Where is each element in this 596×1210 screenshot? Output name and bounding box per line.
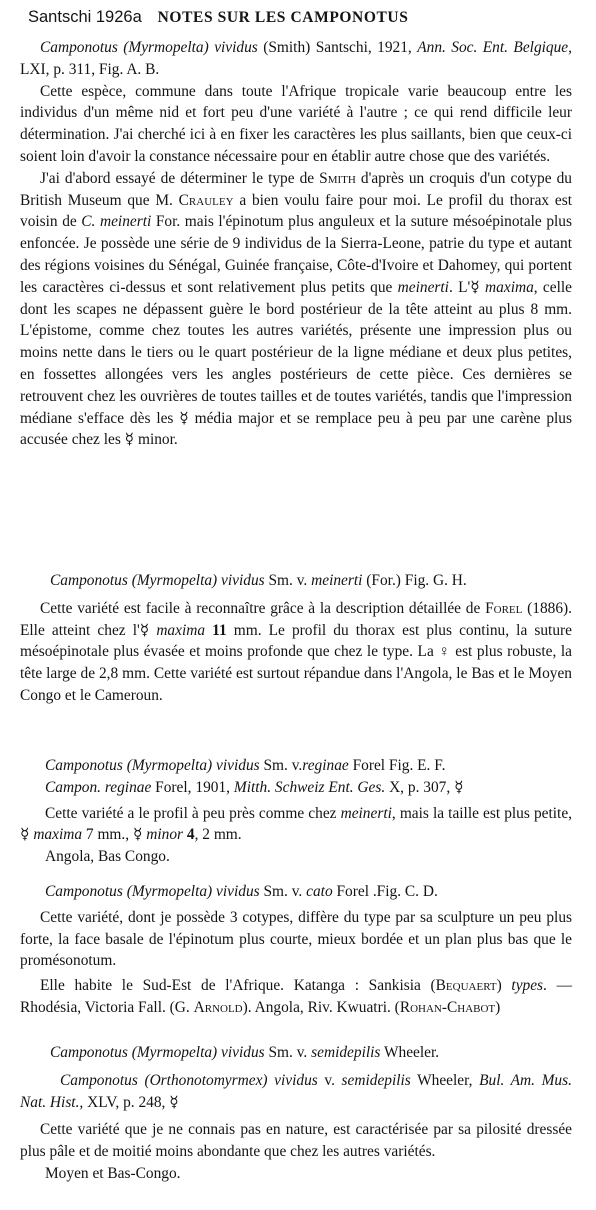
paragraph-reginae: Cette variété a le profil à peu près comme chez meinerti, mais la taille est plus petite, ☿ maxima 7 mm., ☿ minor 4, 2 mm. <box>20 804 572 844</box>
section-semidepilis <box>20 1042 572 1185</box>
collector-arnold: Arnold <box>193 998 243 1016</box>
authority: (Smith) Santschi, <box>263 39 372 56</box>
variety-name: reginae <box>302 757 349 774</box>
collector-rohan-chabot: Rohan-Chabot <box>399 998 496 1016</box>
paragraph-meinerti: Cette variété est facile à reconnaître grâce à la description détaillée de Forel (1886). Elle atteint chez l'☿ maxima 11 mm. Le profil du thorax est plus continu, la suture mésoépinotale plus évasée et moins profonde que chez le type. La ♀ est plus robuste, la tête large de 2,8 mm. Cette variété est surtout répandue dans l'Angola, le Bas et le Moyen Congo et le Cameroun. <box>20 599 573 704</box>
section-vividus <box>20 37 572 451</box>
author-forel: Forel <box>485 599 523 617</box>
author-crawley: Crauley <box>178 191 234 209</box>
synonym-reference: Camponotus (Orthonotomyrmex) vividus v. semidepilis Wheeler, Bul. Am. Mus. Nat. Hist., XLV, p. 248, ☿ <box>20 1071 572 1111</box>
paragraph-cato-distribution: Elle habite le Sud-Est de l'Afrique. Katanga : Sankisia (Bequaert) types. — Rhodésia, Victoria Fall. (G. Arnold). Angola, Riv. Kwuatri. (Rohan-Chabot) <box>20 977 572 1016</box>
citation-detail: LXI, p. 311, Fig. A. B. <box>20 60 160 78</box>
header-source: Santschi 1926a <box>28 8 142 26</box>
worker-symbol: ☿ <box>139 621 150 639</box>
variety-name: semidepilis <box>311 1044 381 1061</box>
subgenus-name: (Myrmopelta) <box>123 39 209 56</box>
variety-name: cato <box>306 883 333 900</box>
worker-symbol: ☿ <box>132 826 143 844</box>
female-symbol: ♀ <box>438 643 451 661</box>
worker-symbol: ☿ <box>470 278 480 296</box>
section-reginae <box>20 755 572 868</box>
worker-symbol: ☿ <box>454 778 464 796</box>
taxon-heading: Camponotus (Myrmopelta) vividus Sm. v. semidepilis Wheeler. <box>50 1044 440 1061</box>
variety-name: meinerti <box>311 572 363 589</box>
taxon-heading: Camponotus (Myrmopelta) vividus Sm. v. cato Forel .Fig. C. D. <box>45 883 438 900</box>
worker-symbol: ☿ <box>179 409 189 427</box>
species-name: vividus <box>214 39 258 56</box>
synonym-reference: Campon. reginae Forel, 1901, Mitth. Schweiz Ent. Ges. X, p. 307, ☿ <box>45 778 464 796</box>
section-meinerti <box>20 570 572 707</box>
worker-symbol: ☿ <box>169 1093 179 1111</box>
collector-bequaert: Bequaert <box>435 977 497 995</box>
taxon-heading: Camponotus (Myrmopelta) vividus Sm. v.reginae Forel Fig. E. F. <box>45 757 446 774</box>
year: 1921, <box>377 39 412 56</box>
section-cato <box>20 881 572 1019</box>
taxon-heading: Camponotus (Myrmopelta) vividus Sm. v. meinerti (For.) Fig. G. H. <box>50 572 467 589</box>
worker-symbol: ☿ <box>20 826 30 844</box>
header-title: NOTES SUR LES CAMPONOTUS <box>157 9 409 26</box>
paragraph-intro: Cette espèce, commune dans toute l'Afrique tropicale varie beaucoup entre les individus d'un même nid et fort peu d'une variété à l'autre ; ce qui rend difficile leur détermination. J'ai cherché ici à en fixer les caractères les plus saillants, bien que ceux-ci soient loin d'avoir la constance nécessaire pour en établir autre chose que des variétés. <box>20 82 572 165</box>
journal-name: Ann. Soc. Ent. Belgique, <box>417 39 572 56</box>
locality: Angola, Bas Congo. <box>45 848 170 866</box>
taxon-reference <box>20 37 572 81</box>
paragraph-semidepilis: Cette variété que je ne connais pas en nature, est caractérisée par sa pilosité dressée plus pâle et de moitié moins abondante que chez les autres variétés. <box>20 1121 572 1161</box>
locality: Moyen et Bas-Congo. <box>45 1164 181 1182</box>
paragraph-cato: Cette variété, dont je possède 3 cotypes, diffère du type par sa sculpture un peu plus forte, la face basale de l'épinotum plus courte, mieux bordée et un plan plus bas que le promésonotum. <box>20 908 572 970</box>
paragraph-type-description: J'ai d'abord essayé de déterminer le type de Smith d'après un croquis d'un cotype du British Museum que M. Crauley a bien voulu faire pour moi. Le profil du thorax est voisin de C. meinerti For. mais l'épinotum plus anguleux et la suture mésoépinotale plus enfoncée. Je possède une série de 9 individus de la Sierra-Leone, patrie du type et autant des régions voisines du Sénégal, Guinée française, Côte-d'Ivoire et Dahomey, qui portent les caractères ci-dessus et sont relativement plus petits que meinerti. L'☿ maxima, celle dont les scapes ne dépassent guère le bord postérieur de la tête atteint au plus 8 mm. L'épistome, comme chez toutes les autres variétés, présente une impression plus ou moins nette dans le tiers ou le quart postérieur de la ligne médiane et deux plus petites, en fossettes allongées vers les angles postérieurs de cette pièce. Ces dernières se retrouvent chez les ouvrières de toutes tailles et de toutes variétés, tandis que l'impression médiane s'efface dès les ☿ média major et se remplace peu à peu par une carène plus accusée chez les ☿ minor. <box>20 169 572 449</box>
genus-name: Camponotus <box>40 39 118 56</box>
author-smith: Smith <box>319 169 356 187</box>
page-header <box>28 7 584 31</box>
worker-symbol: ☿ <box>124 431 135 449</box>
